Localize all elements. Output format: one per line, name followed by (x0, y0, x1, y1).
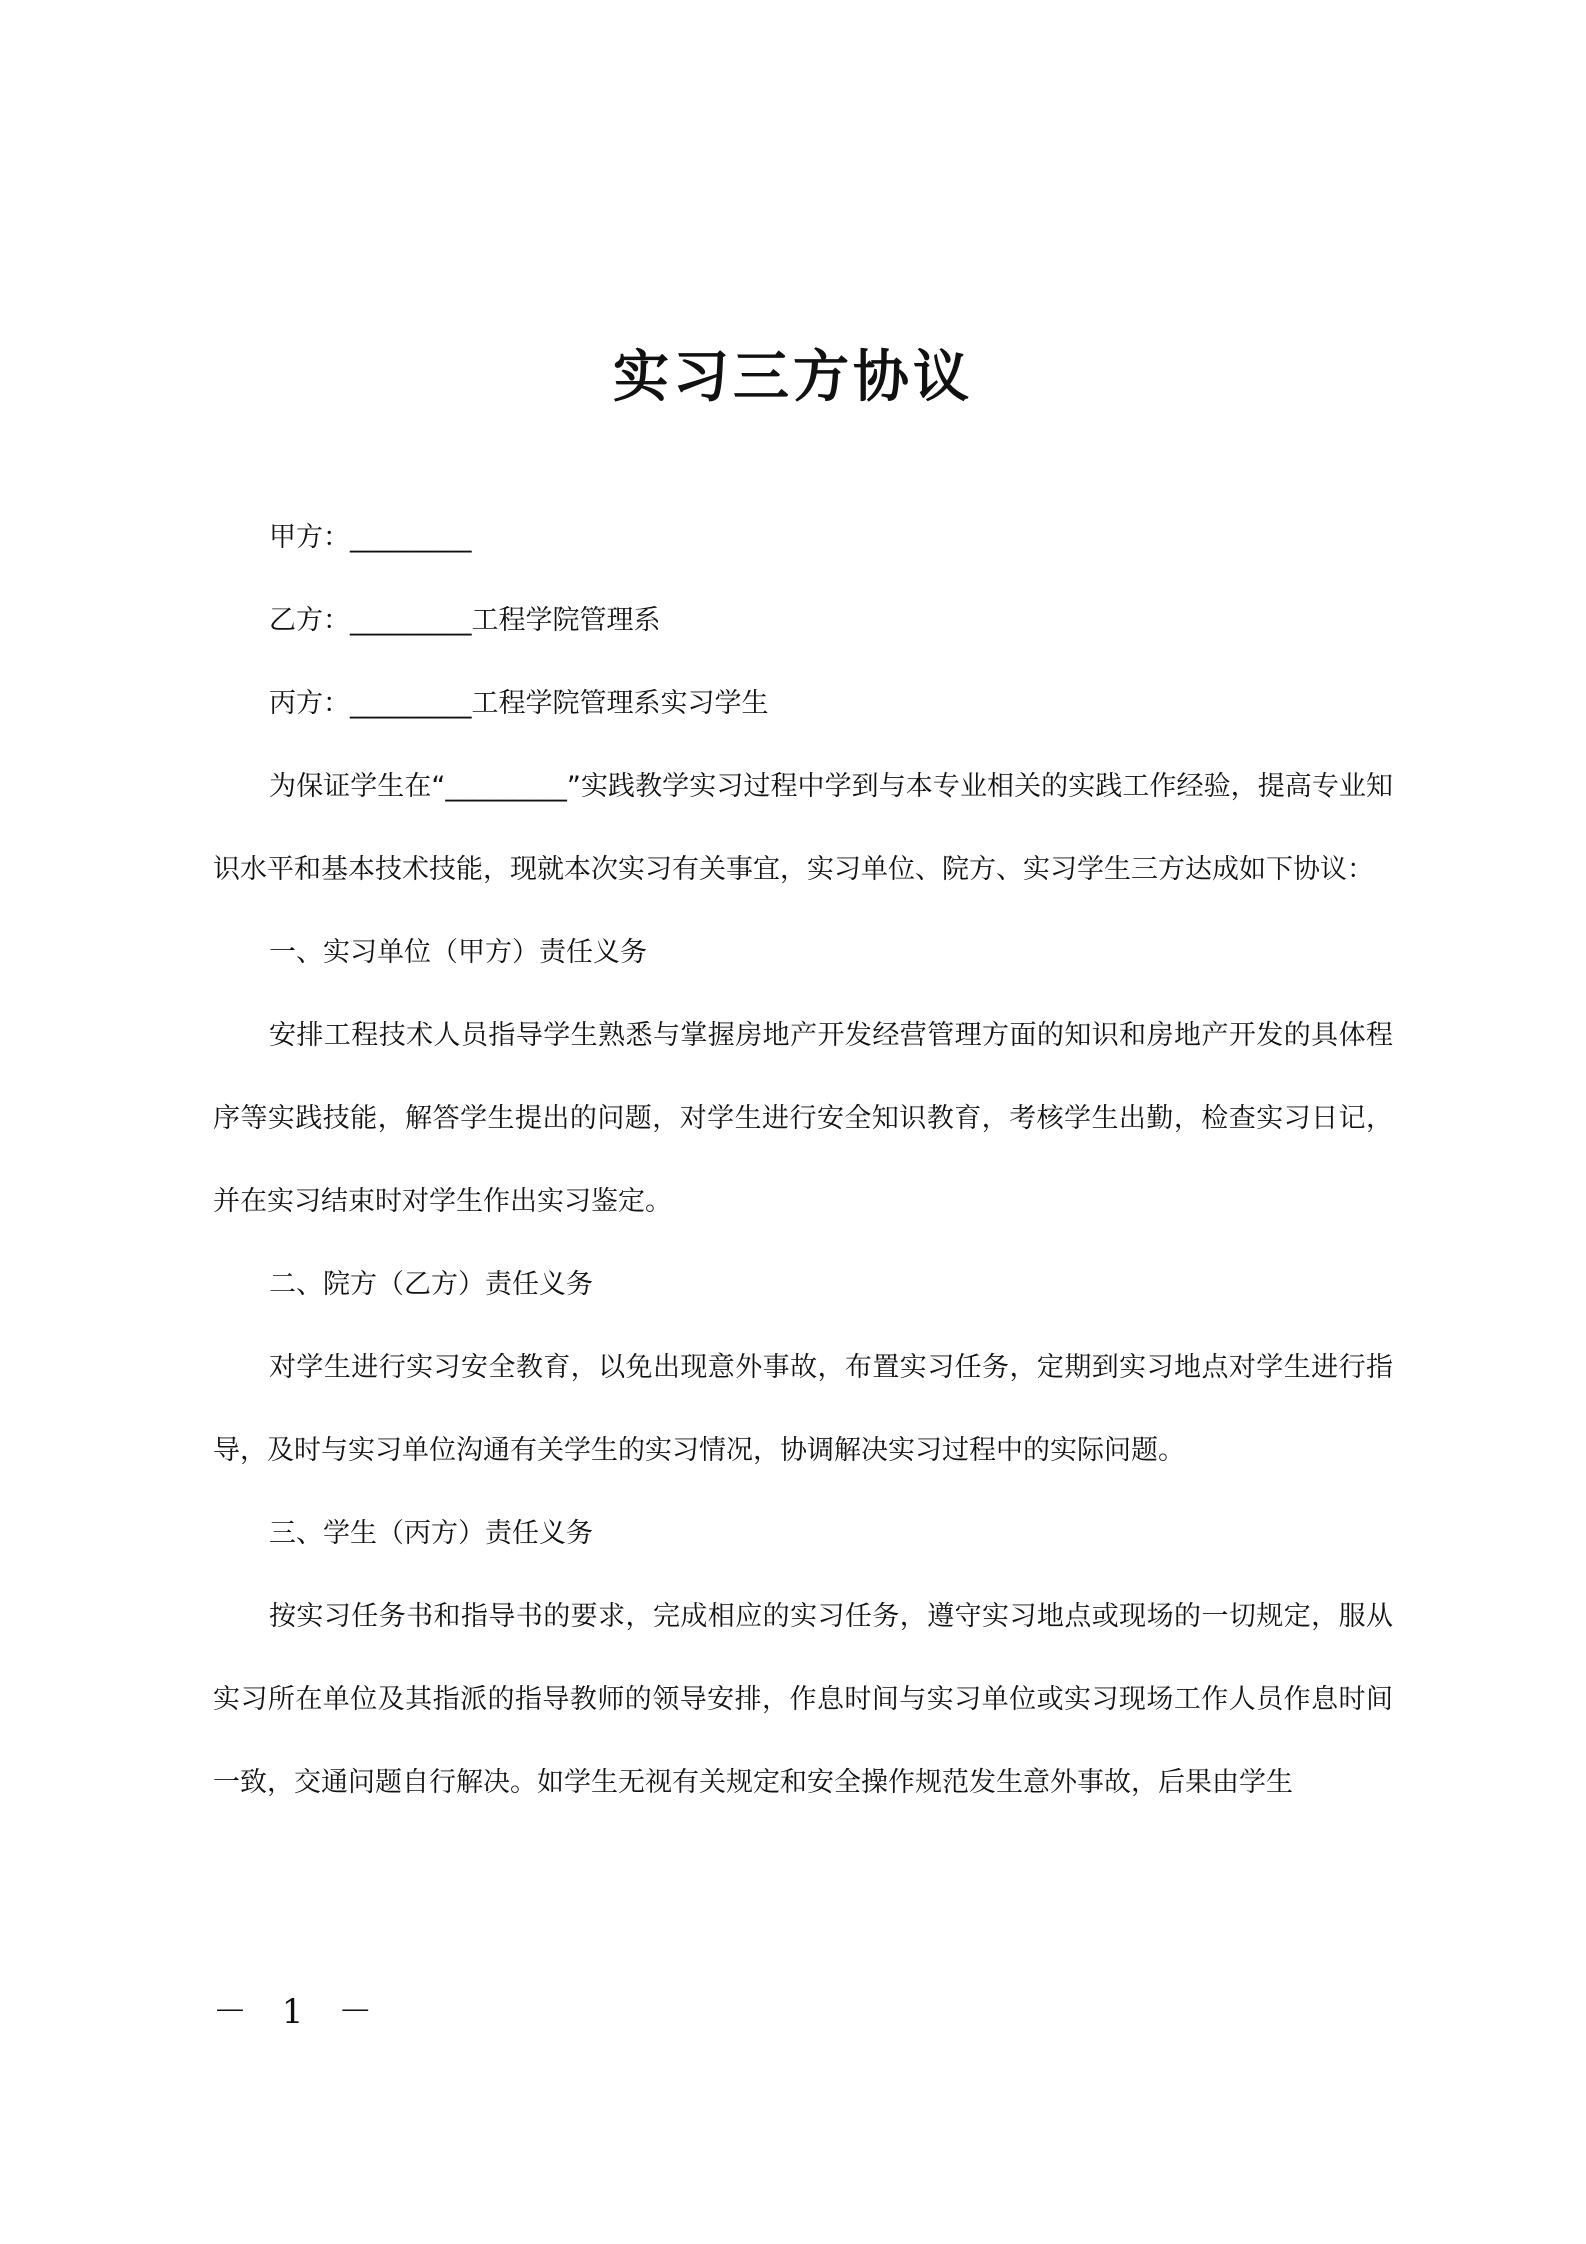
party-a-line: 甲方：_________ (269, 522, 472, 553)
section2-paragraph: 对学生进行实习安全教育，以免出现意外事故，布置实习任务，定期到实习地点对学生进行指导，及时与实习单位沟通有关学生的实习情况，协调解决实习过程中的实际问题。 (213, 1352, 1393, 1466)
party-b-line: 乙方：_________工程学院管理系 (269, 605, 661, 636)
document-body (213, 496, 1393, 1824)
intro-paragraph: 为保证学生在“_________”实践教学实习过程中学到与本专业相关的实践工作经验，提高专业知识水平和基本技术技能，现就本次实习有关事宜，实习单位、院方、实习学生三方达成如下协议： (213, 771, 1393, 885)
section3-heading: 三、学生（丙方）责任义务 (269, 1518, 593, 1549)
party-c-line: 丙方：_________工程学院管理系实习学生 (269, 688, 769, 719)
section1-paragraph: 安排工程技术人员指导学生熟悉与掌握房地产开发经营管理方面的知识和房地产开发的具体程序等实践技能，解答学生提出的问题，对学生进行安全知识教育，考核学生出勤，检查实习日记，并在实习结束时对学生作出实习鉴定。 (213, 1020, 1393, 1217)
section3-paragraph: 按实习任务书和指导书的要求，完成相应的实习任务，遵守实习地点或现场的一切规定，服从实习所在单位及其指派的指导教师的领导安排，作息时间与实习单位或实习现场工作人员作息时间一致，交通问题自行解决。如学生无视有关规定和安全操作规范发生意外事故，后果由学生 (213, 1601, 1393, 1798)
page-number: － 1 － (213, 1992, 385, 2032)
document-title: 实习三方协议 (613, 345, 973, 410)
section2-heading: 二、院方（乙方）责任义务 (269, 1269, 593, 1300)
section1-heading: 一、实习单位（甲方）责任义务 (269, 937, 647, 968)
